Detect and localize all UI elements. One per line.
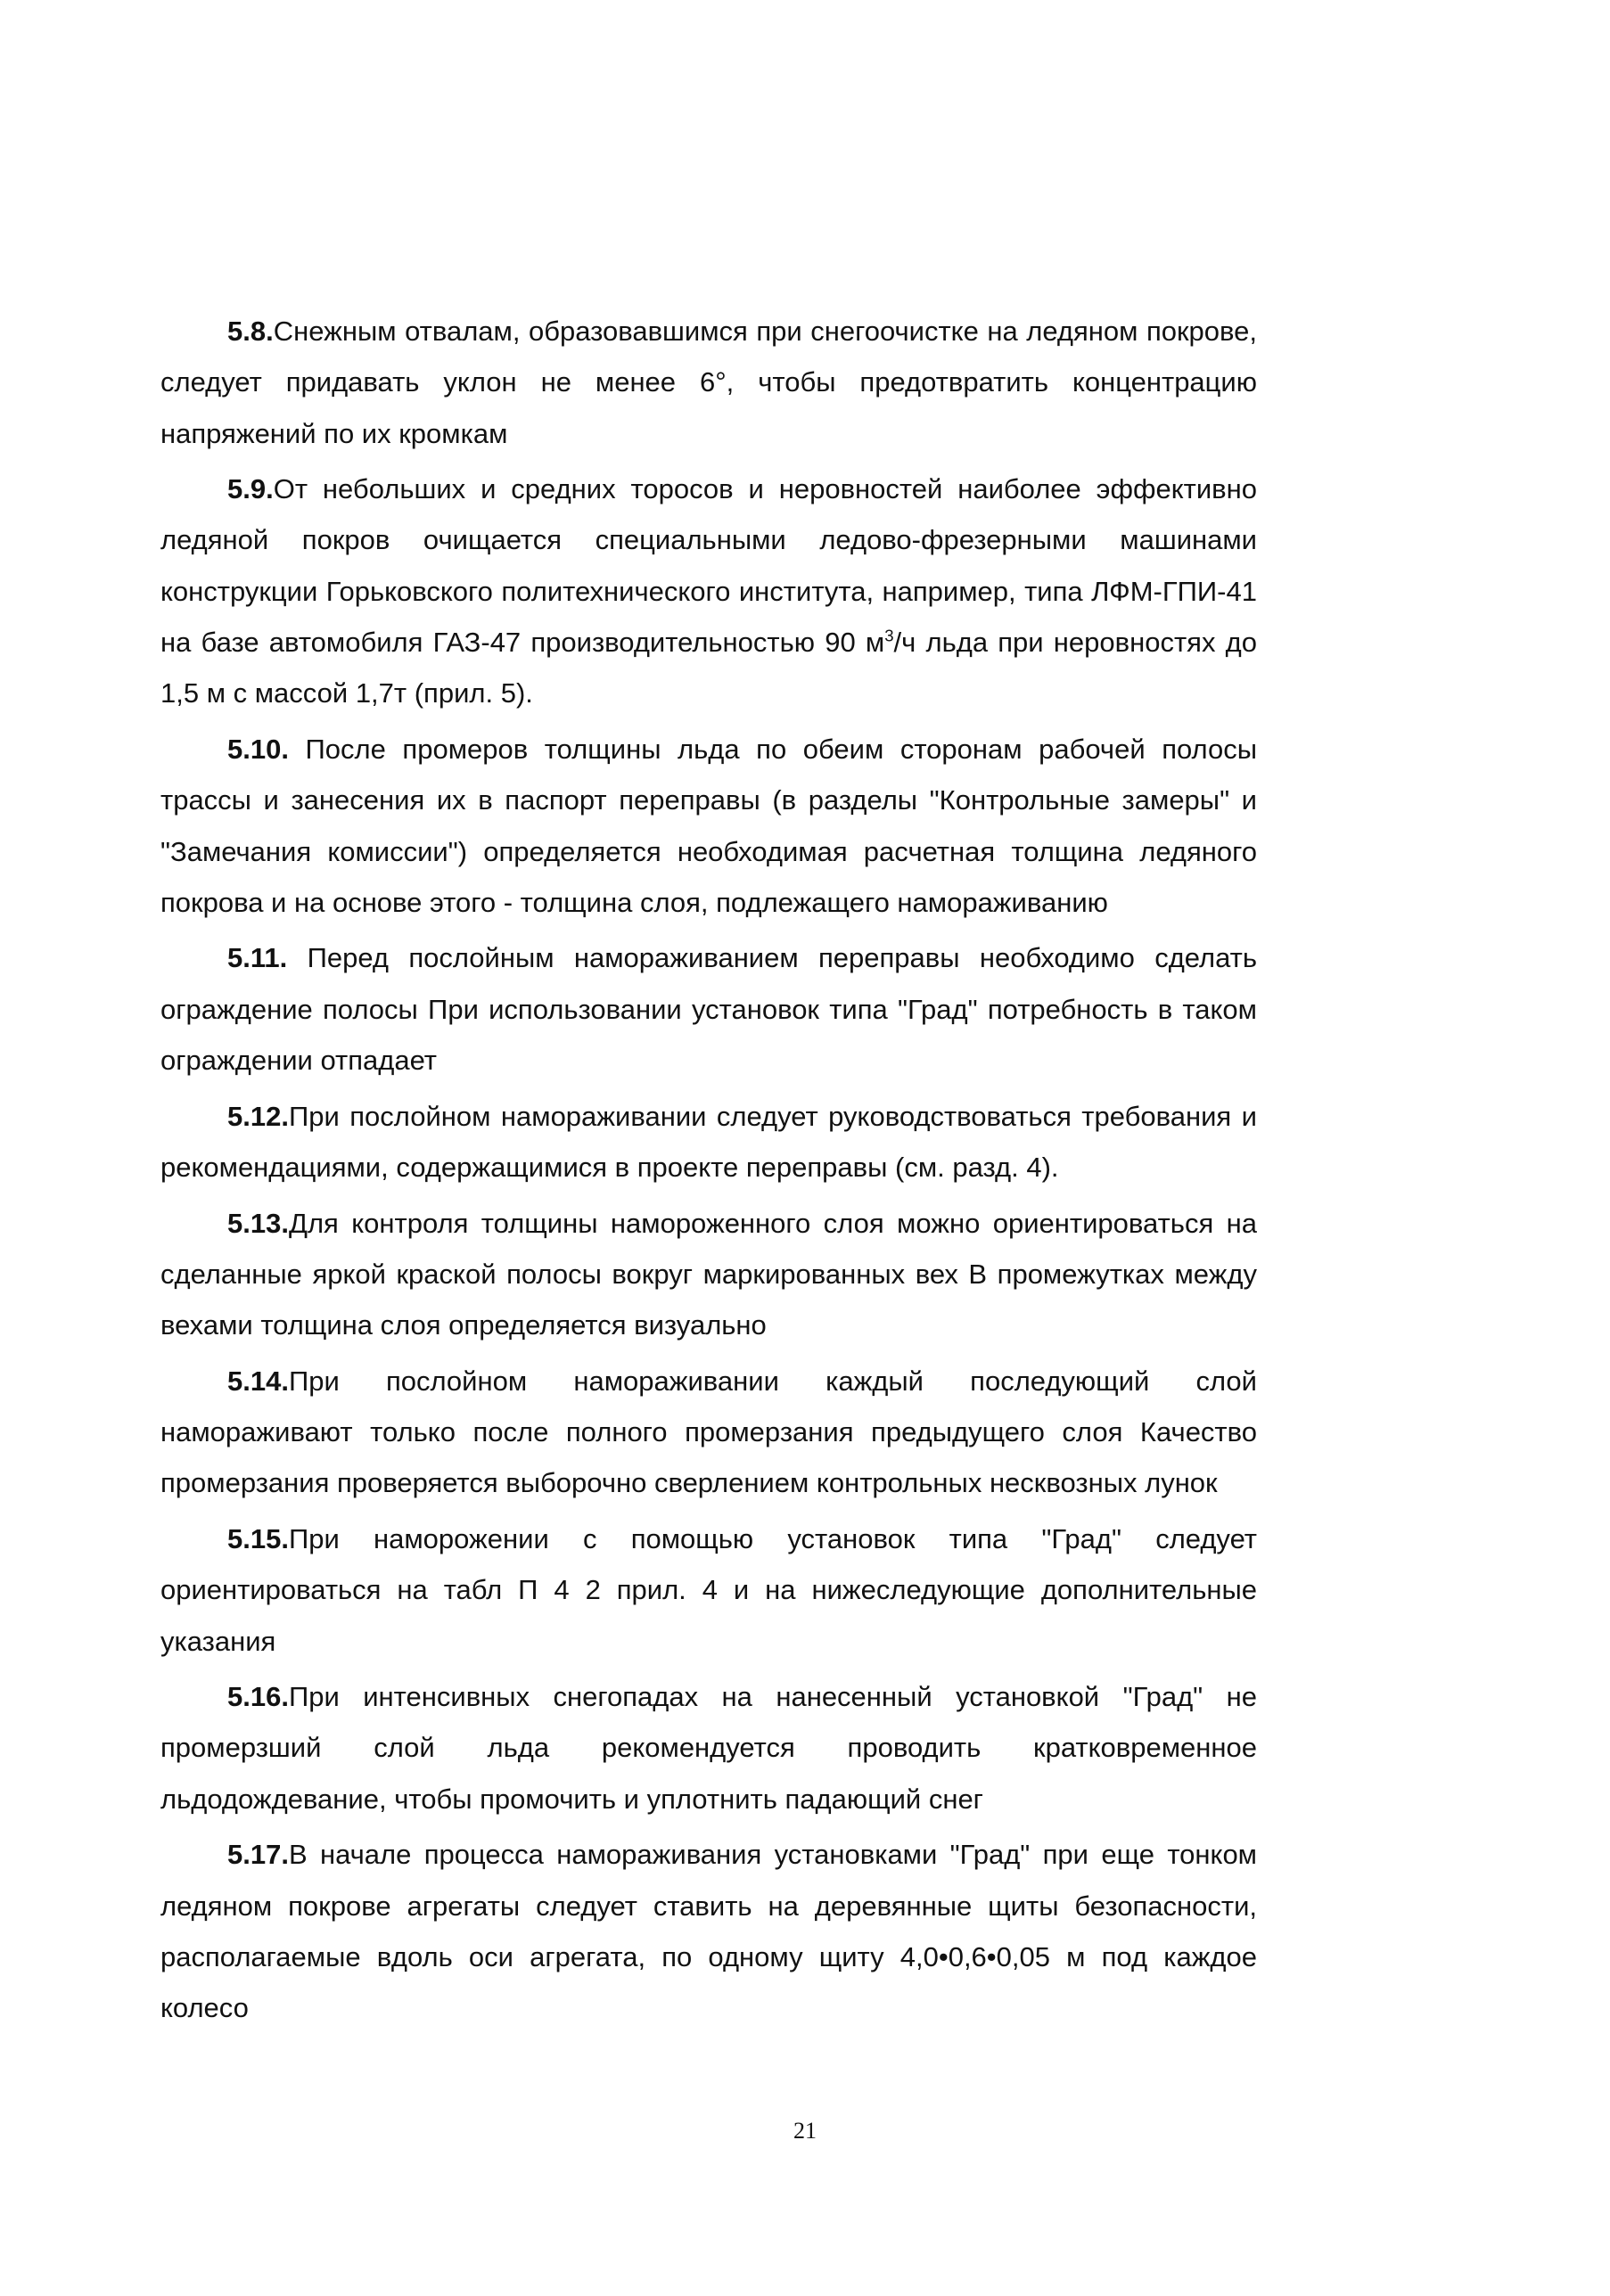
paragraph-text: Для контроля толщины намороженного слоя можно ориентироваться на сделанные яркой краской полосы вокруг маркированных вех В промежутках между вехами толщина слоя определяется визуально (160, 1207, 1257, 1341)
paragraph-number: 5.10. (227, 733, 289, 765)
document-body (160, 306, 1257, 2038)
paragraph-text: При наморожении с помощью установок типа "Град" следует ориентироваться на табл П 4 2 прил. 4 и на нижеследующие дополнительные указания (160, 1522, 1257, 1657)
page-number: 21 (793, 2118, 817, 2144)
paragraph-5-14 (160, 1356, 1257, 1509)
paragraph-text: При послойном намораживании следует руководствоваться требования и рекомендациями, содержащимися в проекте переправы (см. разд. 4). (160, 1100, 1257, 1183)
paragraph-5-16 (160, 1671, 1257, 1824)
paragraph-number: 5.14. (227, 1365, 289, 1397)
paragraph-text: От небольших и средних торосов и неровностей наиболее эффективно ледяной покров очищается специальными ледово-фрезерными машинами конструкции Горьковского политехнического института, например, типа ЛФМ-ГПИ-41 на базе автомобиля ГАЗ-47 производительностью 90 м (160, 473, 1257, 659)
paragraph-5-13 (160, 1198, 1257, 1351)
paragraph-5-8 (160, 306, 1257, 459)
paragraph-5-9 (160, 463, 1257, 718)
paragraph-number: 5.9. (227, 473, 274, 505)
paragraph-5-10 (160, 724, 1257, 928)
paragraph-text: В начале процесса намораживания установками "Град" при еще тонком ледяном покрове агрегаты следует ставить на деревянные щиты безопасности, располагаемые вдоль оси агрегата, по одному щиту 4,0•0,6•0,05 м под каждое колесо (160, 1839, 1257, 2024)
paragraph-number: 5.15. (227, 1522, 289, 1554)
paragraph-text: После промеров толщины льда по обеим сторонам рабочей полосы трассы и занесения их в паспорт переправы (в разделы "Контрольные замеры" и "Замечания комиссии") определяется необходимая расчетная толщина ледяного покрова и на основе этого - толщина слоя, подлежащего намораживанию (160, 733, 1257, 918)
paragraph-text: При послойном намораживании каждый последующий слой намораживают только после полного промерзания предыдущего слоя Качество промерзания проверяется выборочно сверлением контрольных несквозных лунок (160, 1365, 1257, 1499)
paragraph-5-17 (160, 1829, 1257, 2033)
paragraph-text-after: /ч льда при неровностях до 1,5 м с массой 1,7т (прил. 5). (160, 627, 1257, 709)
paragraph-number: 5.17. (227, 1839, 289, 1871)
paragraph-number: 5.16. (227, 1681, 289, 1713)
paragraph-text: Снежным отвалам, образовавшимся при снегоочистке на ледяном покрове, следует придавать уклон не менее 6°, чтобы предотвратить концентрацию напряжений по их кромкам (160, 316, 1257, 449)
paragraph-number: 5.12. (227, 1100, 289, 1132)
paragraph-number: 5.8. (227, 316, 274, 347)
paragraph-5-15 (160, 1513, 1257, 1667)
paragraph-text: При интенсивных снегопадах на нанесенный установкой "Град" не промерзший слой льда рекомендуется проводить кратковременное льдодождевание, чтобы промочить и уплотнить падающий снег (160, 1681, 1257, 1815)
paragraph-text: Перед послойным намораживанием переправы необходимо сделать ограждение полосы При использовании установок типа "Град" потребность в таком ограждении отпадает (160, 942, 1257, 1077)
paragraph-5-11 (160, 932, 1257, 1086)
paragraph-number: 5.13. (227, 1207, 289, 1239)
superscript-3: 3 (884, 626, 894, 645)
paragraph-number: 5.11. (227, 942, 288, 974)
paragraph-5-12 (160, 1091, 1257, 1193)
